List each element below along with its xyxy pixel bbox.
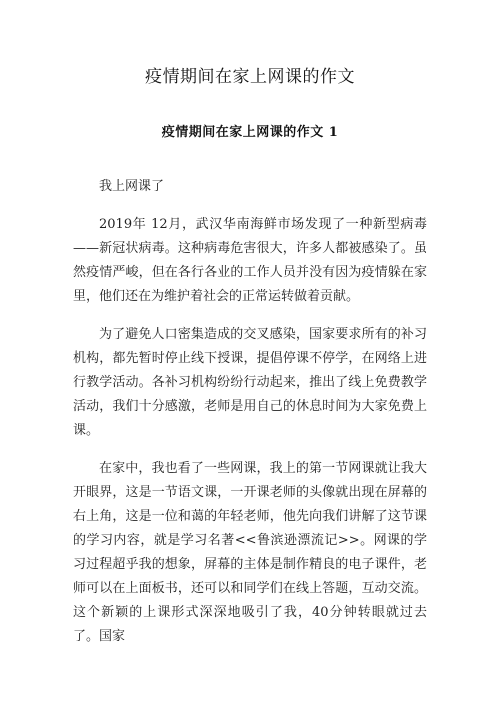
paragraph-1: 我上网课了 bbox=[99, 179, 165, 194]
paragraph-2: 2019年 12月，武汉华南海鲜市场发现了一种新型病毒——新冠状病毒。这种病毒危害很大，许多人都被感染了。虽然疫情严峻，但在各行各业的工作人员并没有因为疫情躲在家里，他们还在为维护着社会的正常运转做着贡献。 bbox=[73, 217, 427, 304]
document-body bbox=[73, 175, 427, 663]
paragraph-3: 为了避免人口密集造成的交叉感染，国家要求所有的补习机构，都先暂时停止线下授课，提倡停课不停学，在网络上进行教学活动。各补习机构纷纷行动起来，推出了线上免费教学活动，我们十分感激，老师是用自己的休息时间为大家免费上课。 bbox=[73, 327, 427, 438]
paragraph-4: 在家中，我也看了一些网课，我上的第一节网课就让我大开眼界，这是一节语文课，一开课老师的头像就出现在屏幕的右上角，这是一位和蔼的年轻老师，他先向我们讲解了这节课的学习内容，就是学习名著<<鲁滨逊漂流记>>。网课的学习过程超乎我的想象，屏幕的主体是制作精良的电子课件，老师可以在上面板书，还可以和同学们在线上答题，互动交流。这个新颖的上课形式深深地吸引了我，40分钟转眼就过去了。国家 bbox=[73, 461, 427, 644]
document-subtitle: 疫情期间在家上网课的作文 1 bbox=[161, 125, 339, 140]
document-title: 疫情期间在家上网课的作文 bbox=[145, 67, 355, 87]
